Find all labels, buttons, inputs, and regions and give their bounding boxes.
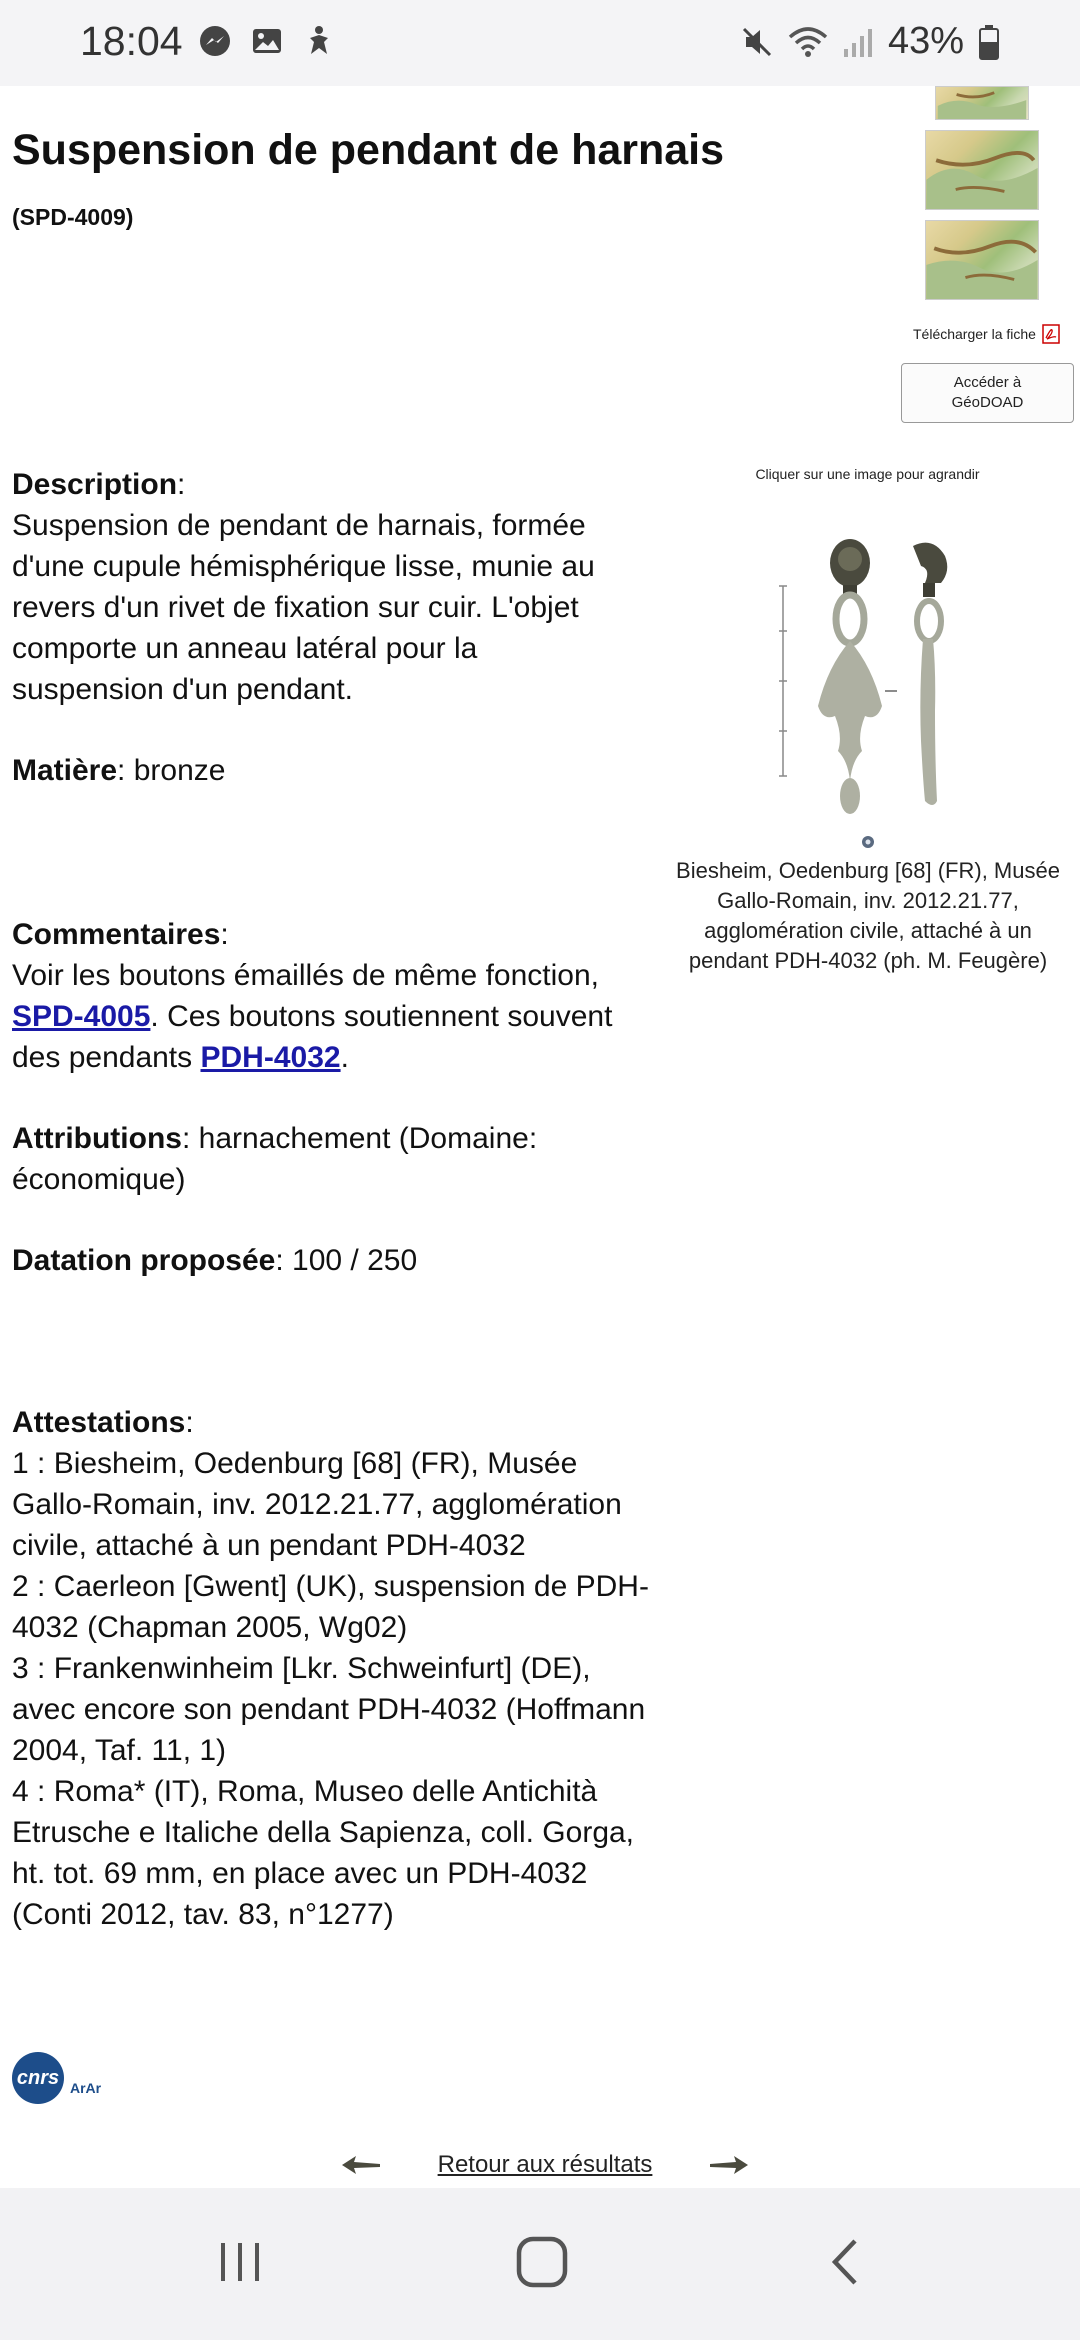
status-bar xyxy=(0,0,1080,86)
commentaires-text-middle: . Ces boutons soutiennent souvent des pendants xyxy=(12,1000,613,1074)
matiere-label: Matière xyxy=(12,754,118,787)
geodoad-button[interactable] xyxy=(901,363,1074,423)
datation-value: 100 / 250 xyxy=(292,1244,418,1277)
click-hint: Cliquer sur une image pour agrandir xyxy=(755,466,980,482)
page-title: Suspension de pendant de harnais xyxy=(12,126,725,174)
attributions-value: harnachement (Domaine: économique) xyxy=(12,1122,538,1196)
commentaires-text-before: Voir les boutons émaillés de même fonction, xyxy=(12,959,599,992)
download-sheet-label: Télécharger la fiche xyxy=(913,326,1036,342)
home-icon xyxy=(514,2234,570,2290)
status-time: 18:04 xyxy=(80,18,183,64)
wifi-icon xyxy=(788,25,828,59)
matiere-value: bronze xyxy=(133,754,226,787)
system-nav-bar xyxy=(0,2188,1080,2340)
cnrs-logo[interactable]: cnrs xyxy=(12,2052,64,2104)
status-icons-right xyxy=(740,20,1000,63)
datation-section: Datation proposée: 100 / 250 xyxy=(12,1244,418,1277)
battery-icon xyxy=(978,24,1000,60)
accessibility-icon xyxy=(302,24,336,58)
attestation-item: 4 : Roma* (IT), Roma, Museo delle Antichità Etrusche e Italiche della Sapienza, coll. Gorga, ht. tot. 69 mm, en place avec un PDH-4032 (Conti 2012, tav. 83, n°1277) xyxy=(12,1775,635,1931)
back-button[interactable] xyxy=(815,2232,875,2292)
description-text: Suspension de pendant de harnais, formée d'une cupule hémisphérique lisse, munie au revers d'un rivet de fixation sur cuir. L'objet comporte un anneau latéral pour la suspension d'un pendant. xyxy=(12,509,595,706)
arar-logo[interactable]: ArAr xyxy=(70,2080,102,2096)
object-code: (SPD-4009) xyxy=(12,204,134,230)
attributions-section: Attributions: harnachement (Domaine: économique) xyxy=(12,1122,538,1196)
mute-icon xyxy=(740,25,774,59)
attestation-item: 3 : Frankenwinheim [Lkr. Schweinfurt] (DE), avec encore son pendant PDH-4032 (Hoffmann 2004, Taf. 11, 1) xyxy=(12,1652,646,1767)
description-section: Description: Suspension de pendant de harnais, formée d'une cupule hémisphérique lisse, munie au revers d'un rivet de fixation sur cuir. L'objet comporte un anneau latéral pour la suspension d'un pendant. xyxy=(12,468,595,706)
commentaires-label: Commentaires xyxy=(12,918,221,951)
attestations-section: Attestations: 1 : Biesheim, Oedenburg [68] (FR), Musée Gallo-Romain, inv. 2012.21.77, agglomération civile, attaché à un pendant PDH-4032 2 : Caerleon [Gwent] (UK), suspension de PDH-4032 (Chapman 2005, Wg02) 3 : Frankenwinheim [Lkr. Schweinfurt] (DE), avec encore son pendant PDH-4032 (Hoffmann 2004, Taf. 11, 1) 4 : Roma* (IT), Roma, Museo delle Antichità Etrusche e Italiche della Sapienza, coll. Gorga, ht. tot. 69 mm, en place avec un PDH-4032 (Conti 2012, tav. 83, n°1277) xyxy=(12,1402,652,1935)
geodoad-label-line1: Accéder à xyxy=(953,374,1022,391)
map-thumbnail-3[interactable] xyxy=(925,220,1039,300)
matiere-section: Matière: bronze xyxy=(12,754,226,787)
back-to-results-link[interactable]: Retour aux résultats xyxy=(437,2151,653,2178)
next-arrow-icon[interactable] xyxy=(708,2154,750,2176)
page-content xyxy=(0,86,1080,2188)
back-icon xyxy=(825,2237,865,2287)
partner-logos xyxy=(12,2052,101,2104)
attributions-label: Attributions xyxy=(12,1122,182,1155)
map-thumbnail-2[interactable] xyxy=(925,130,1039,210)
pdh-4032-link[interactable]: PDH-4032 xyxy=(200,1041,341,1074)
image-caption: Biesheim, Oedenburg [68] (FR), Musée Gallo-Romain, inv. 2012.21.77, agglomération civile, attaché à un pendant PDH-4032 (ph. M. Feugère) xyxy=(676,858,1060,973)
attestation-item: 1 : Biesheim, Oedenburg [68] (FR), Musée Gallo-Romain, inv. 2012.21.77, agglomération civile, attaché à un pendant PDH-4032 xyxy=(12,1447,622,1562)
battery-percent: 43% xyxy=(887,20,964,62)
attestation-item: 2 : Caerleon [Gwent] (UK), suspension de PDH-4032 (Chapman 2005, Wg02) xyxy=(12,1570,649,1644)
previous-arrow-icon[interactable] xyxy=(340,2154,382,2176)
attestations-label: Attestations xyxy=(12,1406,186,1439)
commentaires-section: Commentaires: Voir les boutons émaillés de même fonction, SPD-4005. Ces boutons soutiennent souvent des pendants PDH-4032. xyxy=(12,918,613,1074)
commentaires-text-after: . xyxy=(340,1041,349,1074)
description-label: Description xyxy=(12,468,178,501)
map-thumbnail-1[interactable] xyxy=(935,86,1029,120)
image-selector-icon[interactable] xyxy=(860,834,876,850)
geodoad-label-line2: GéoDOAD xyxy=(951,394,1024,411)
results-navigation xyxy=(340,2151,750,2179)
recent-apps-button[interactable] xyxy=(210,2232,270,2292)
spd-4005-link[interactable]: SPD-4005 xyxy=(12,1000,151,1033)
download-sheet-link[interactable] xyxy=(913,324,1060,344)
datation-label: Datation proposée xyxy=(12,1244,276,1277)
status-icons-left xyxy=(198,24,336,58)
recent-apps-icon xyxy=(215,2237,265,2287)
messenger-icon xyxy=(198,24,232,58)
signal-icon xyxy=(842,25,874,59)
home-button[interactable] xyxy=(512,2232,572,2292)
pdf-icon xyxy=(1042,324,1060,344)
gallery-icon xyxy=(250,24,284,58)
